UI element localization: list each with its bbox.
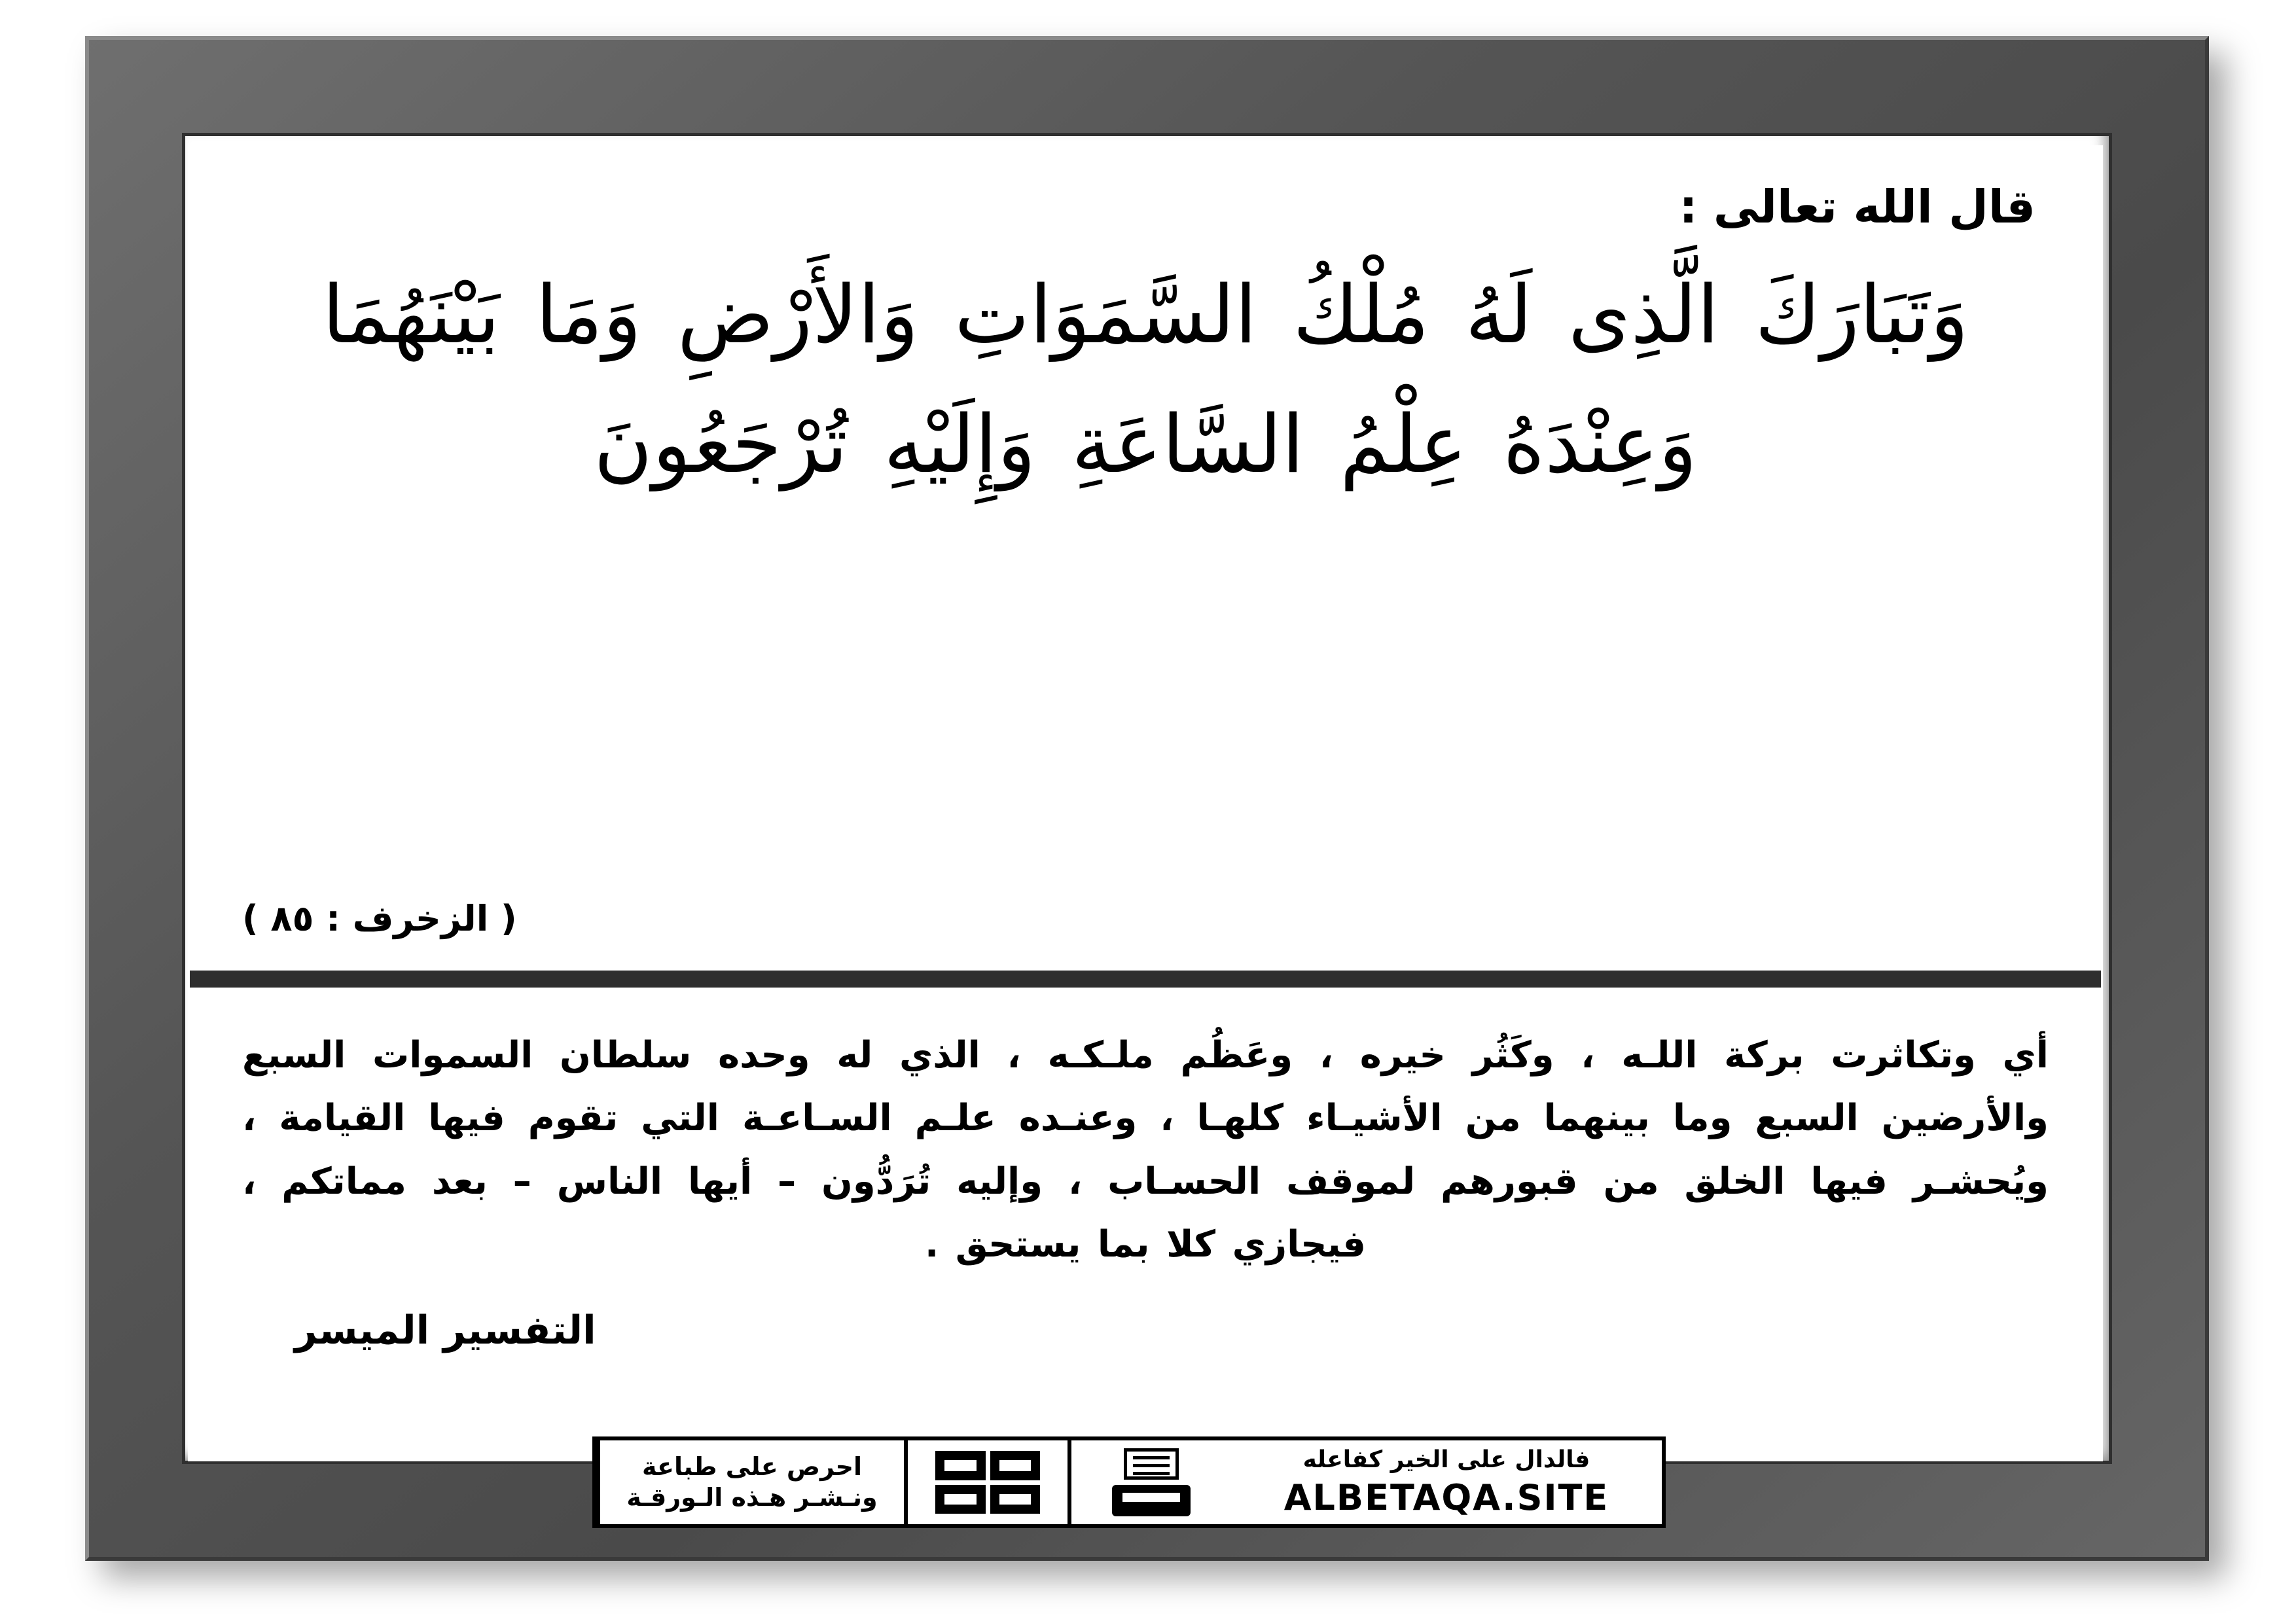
tafsir-text: أي وتكاثرت بركة اللـه ، وكَثُر خيره ، وعَظُم ملـكـه ، الذي له وحده سلطان السموات السبع والأرضين السبع وما بينهما من الأشيـاء كلهـا ، وعنـده علـم السـاعـة التي تقوم فيها القيامة ، ويُحشـر فيها الخلق من قبورهم لموقف الحسـاب ، وإليه تُرَدُّون – أيها الناس – بعد مماتكم ، فيجازي كلا بما يستحق . xyxy=(242,1034,2049,1266)
site-name[interactable]: ALBETAQA.SITE xyxy=(1283,1477,1609,1518)
kufic-logo-shape xyxy=(935,1451,1040,1514)
print-note-line2: ونـشـر هـذه الـورقـة xyxy=(626,1483,878,1512)
printer-shape xyxy=(1112,1448,1191,1516)
ayah-text: وَتَبَارَكَ الَّذِى لَهُ مُلْكُ السَّمَوَاتِ وَالأَرْضِ وَمَا بَيْنَهُمَا وَعِنْدَهُ عِلْمُ السَّاعَةِ وَإِلَيْهِ تُرْجَعُونَ xyxy=(322,268,1969,491)
printer-body xyxy=(1112,1485,1191,1516)
site-credit[interactable] xyxy=(1231,1440,1662,1524)
section-divider xyxy=(190,971,2101,988)
printer-icon xyxy=(1067,1440,1231,1524)
print-note xyxy=(596,1440,904,1524)
content-card xyxy=(190,147,2101,1459)
ayah-section xyxy=(190,147,2101,965)
intro-label: قال الله تعالى : xyxy=(1679,180,2036,234)
footer-bar xyxy=(592,1436,1666,1528)
surah-reference: ( الزخرف : ٨٥ ) xyxy=(242,898,517,939)
kufic-logo-icon xyxy=(904,1440,1067,1524)
tafsir-source: التفسير الميسر xyxy=(295,1308,596,1354)
print-note-line1: احرص على طباعة xyxy=(641,1452,863,1481)
printer-paper xyxy=(1124,1448,1179,1480)
hadith-note: فالدال على الخير كفاعله xyxy=(1302,1446,1590,1473)
tafsir-section xyxy=(190,998,2101,1353)
